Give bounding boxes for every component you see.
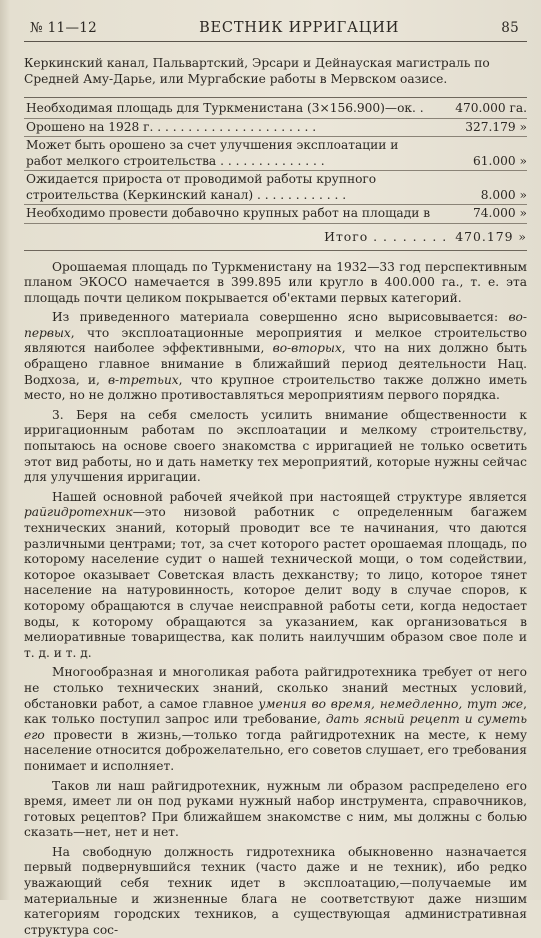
paragraph-text: Таков ли наш райгидротехник, нужным ли образом распределено его время, имеет ли он под руками нужный набор инструмента, справочников, готовых рецептов? При ближайшем знакомстве с ним, мы должны с болью сказать—нет, нет и нет. bbox=[24, 779, 527, 840]
row-label: Необходимая площадь для Туркменистана (3×156.900)—ок. . bbox=[26, 101, 439, 117]
paragraph-text: Нашей основной рабочей ячейкой при настоящей структуре является bbox=[52, 490, 527, 504]
body-paragraph bbox=[24, 845, 527, 938]
paragraph-text: Орошаемая площадь по Туркменистану на 1932—33 год перспективным планом ЭКОСО намечается в 399.895 или кругло в 400.000 га., т. е. эта площадь почти целиком покрывается об'ектами первых категорий. bbox=[24, 260, 527, 305]
emphasized-text: дать ясный рецепт и суметь его bbox=[24, 712, 527, 742]
page-header bbox=[24, 20, 527, 36]
paragraph-text: , что эксплоатационные мероприятия и мелкое строительство являются наиболее эффективными, bbox=[24, 326, 527, 356]
header-divider bbox=[24, 41, 527, 42]
row-label: Необходимо провести добавочно крупных работ на площади в bbox=[26, 206, 439, 222]
table-row bbox=[24, 100, 527, 119]
paragraph-text: На свободную должность гидротехника обыкновенно назначается первый подвернувшийся техник (часто даже и не техник), ибо редко уважающий себя техник идет в эксплоатацию,—получаемые им материальные и жизненные блага не соответствуют даже низшим категориям городских техников, а существующая административная структура сос- bbox=[24, 845, 527, 937]
paragraph-text: , как только поступил запрос или требование, bbox=[24, 697, 527, 727]
total-label: Итого . . . . . . . . bbox=[324, 229, 447, 244]
table-top-divider bbox=[24, 97, 527, 98]
row-value: 8.000 » bbox=[439, 188, 527, 204]
row-label: Может быть орошено за счет улучшения эксплоатации и работ мелкого строительства . . . . . . . . . . . . . . bbox=[26, 138, 439, 169]
total-value: 470.179 » bbox=[455, 229, 527, 244]
article-body bbox=[24, 260, 527, 938]
paragraph-text: 3. Беря на себя смелость усилить внимание общественности к ирригационным работам по эксплоатации и мелкому строительству, попытаюсь на основе своего знакомства с ирригацией не только осветить этот вид работы, но и дать наметку тех мероприятий, которые нужны сейчас для улучшения ирригации. bbox=[24, 408, 527, 484]
paragraph-text: —это низовой работник с определенным багажем технических знаний, который проводит все те начинания, что даются различными центрами; тот, за счет которого растет орошаемая площадь, по которому население судит о нашей технической мощи, о том содействии, которое оказывает Советская власть дехканству; то лицо, которое тянет население на натуровинность, которое делит воду в случае споров, к которому обращаются в случае неисправной работы сети, когда недостает воды, к которому обращаются за указанием, как организоваться в мелиоративные товарищества, как полить наилучшим образом свое поле и т. д. и т. д. bbox=[24, 505, 527, 659]
body-paragraph bbox=[24, 665, 527, 774]
body-paragraph bbox=[24, 490, 527, 662]
paragraph-text: , что крупное строительство также должно иметь место, но не должно противоставляться мероприятиям первого порядка. bbox=[24, 373, 527, 403]
row-value: 327.179 » bbox=[439, 120, 527, 136]
paragraph-text: Из приведенного материала совершенно ясно вырисовывается: bbox=[52, 310, 508, 324]
paragraph-text: Многообразная и многоликая работа райгидротехника требует от него не столько технических знаний, сколько знаний местных условий, обстановки работ, а самое главное bbox=[24, 665, 527, 710]
journal-title: ВЕСТНИК ИРРИГАЦИИ bbox=[199, 20, 399, 36]
row-label: Ожидается прироста от проводимой работы крупного строительства (Керкинский канал) . . . . . . . . . . . . bbox=[26, 172, 439, 203]
table-row bbox=[24, 137, 527, 171]
emphasized-text: в-третьих bbox=[108, 373, 179, 387]
body-paragraph bbox=[24, 260, 527, 307]
table-total-row bbox=[24, 224, 527, 251]
issue-number: № 11—12 bbox=[30, 20, 97, 36]
intro-paragraph: Керкинский канал, Пальвартский, Эрсари и Дейнауская магистраль по Средней Аму-Дарье, или Мургабские работы в Мервском оазисе. bbox=[24, 55, 527, 87]
body-paragraph bbox=[24, 408, 527, 486]
emphasized-text: во-вторых bbox=[273, 341, 342, 355]
emphasized-text: райгидротехник bbox=[24, 505, 133, 519]
table-row bbox=[24, 119, 527, 138]
table-row bbox=[24, 205, 527, 224]
row-value: 470.000 га. bbox=[439, 101, 527, 117]
row-value: 61.000 » bbox=[439, 154, 527, 170]
area-table bbox=[24, 97, 527, 251]
body-paragraph bbox=[24, 779, 527, 841]
row-value: 74.000 » bbox=[439, 206, 527, 222]
body-paragraph bbox=[24, 310, 527, 404]
page-number: 85 bbox=[501, 20, 519, 36]
emphasized-text: умения во время, немедленно, тут же bbox=[258, 697, 523, 711]
row-label: Орошено на 1928 г. . . . . . . . . . . . . . . . . . . . . . bbox=[26, 120, 439, 136]
emphasized-text: во-первых bbox=[24, 310, 527, 340]
paragraph-text: провести в жизнь,—только тогда райгидротехник на месте, к нему население относится доброжелательно, его советов слушает, его требования понимает и исполняет. bbox=[24, 728, 527, 773]
table-row bbox=[24, 171, 527, 205]
paragraph-text: , что на них должно быть обращено главное внимание в ближайший период деятельности Нац. Водхоза, и, bbox=[24, 341, 527, 386]
